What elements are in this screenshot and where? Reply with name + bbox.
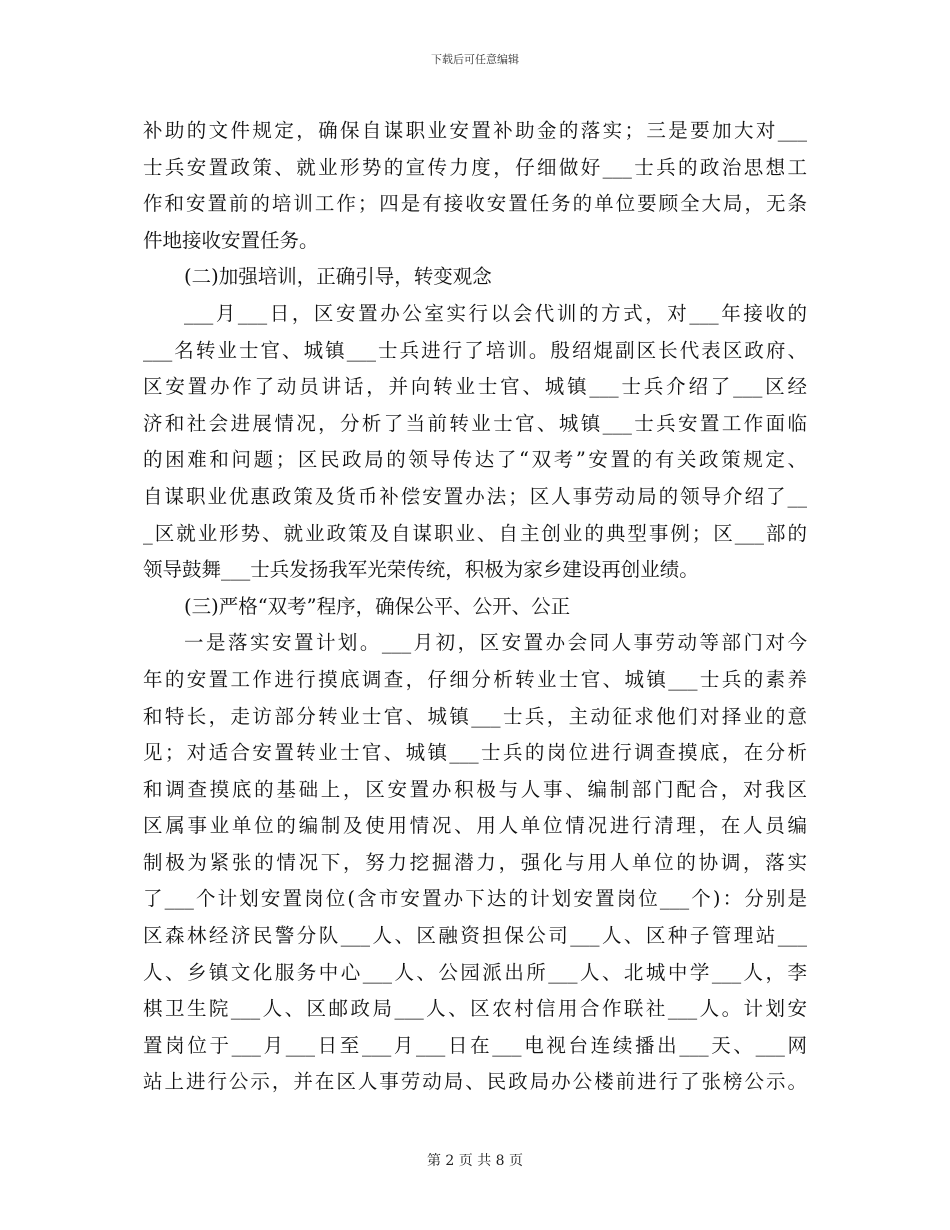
- text-line: 了___个计划安置岗位(含市安置办下达的计划安置岗位___个)：分别是: [143, 887, 807, 911]
- text-line: 和调查摸底的基础上，区安置办积极与人事、编制部门配合，对我区: [143, 777, 807, 801]
- text-line: ___月___日，区安置办公室实行以会代训的方式，对___年接收的: [184, 301, 807, 325]
- text-line: 作和安置前的培训工作；四是有接收安置任务的单位要顾全大局，无条: [143, 192, 807, 216]
- text-line: 人、乡镇文化服务中心___人、公园派出所___人、北城中学___人，李: [143, 960, 807, 984]
- text-line: 和特长，走访部分转业士官、城镇___士兵，主动征求他们对择业的意: [143, 704, 807, 728]
- text-line: 士兵安置政策、就业形势的宣传力度，仔细做好___士兵的政治思想工: [143, 155, 807, 179]
- text-line: 见；对适合安置转业士官、城镇___士兵的岗位进行调查摸底，在分析: [143, 741, 807, 765]
- text-line: 站上进行公示，并在区人事劳动局、民政局办公楼前进行了张榜公示。: [143, 1070, 807, 1094]
- text-line: (二)加强培训，正确引导，转变观念: [184, 265, 492, 289]
- text-line: 区安置办作了动员讲话，并向转业士官、城镇___士兵介绍了___区经: [143, 375, 807, 399]
- text-line: ___名转业士官、城镇___士兵进行了培训。殷绍焜副区长代表区政府、: [143, 338, 807, 362]
- text-line: 补助的文件规定，确保自谋职业安置补助金的落实；三是要加大对___: [143, 119, 807, 142]
- text-line: 区属事业单位的编制及使用情况、用人单位情况进行清理，在人员编: [143, 814, 807, 838]
- text-line: 棋卫生院___人、区邮政局___人、区农村信用合作联社___人。计划安: [143, 997, 807, 1021]
- page-footer: 第 2 页 共 8 页: [426, 1153, 524, 1169]
- text-line: 一是落实安置计划。___月初，区安置办会同人事劳动等部门对今: [184, 631, 807, 655]
- text-line: 区森林经济民警分队___人、区融资担保公司___人、区种子管理站___: [143, 924, 807, 948]
- text-line: 件地接收安置任务。: [143, 228, 319, 252]
- text-line: 制极为紧张的情况下，努力挖掘潜力，强化与用人单位的协调，落实: [143, 850, 807, 874]
- text-line: 置岗位于___月___日至___月___日在___电视台连续播出___天、___网: [143, 1033, 807, 1057]
- document-body: [143, 113, 807, 1101]
- text-line: 济和社会进展情况，分析了当前转业士官、城镇___士兵安置工作面临: [143, 411, 807, 435]
- text-line: (三)严格“双考”程序，确保公平、公开、公正: [184, 594, 571, 618]
- text-line: 年的安置工作进行摸底调查，仔细分析转业士官、城镇___士兵的素养: [143, 667, 807, 691]
- text-line: _区就业形势、就业政策及自谋职业、自主创业的典型事例；区___部的: [143, 521, 807, 545]
- text-line: 的困难和问题；区民政局的领导传达了“双考”安置的有关政策规定、: [143, 448, 807, 472]
- page-header: 下载后可任意编辑: [431, 53, 519, 66]
- text-line: 领导鼓舞___士兵发扬我军光荣传统，积极为家乡建设再创业绩。: [143, 558, 699, 582]
- text-line: 自谋职业优惠政策及货币补偿安置办法；区人事劳动局的领导介绍了__: [143, 484, 807, 508]
